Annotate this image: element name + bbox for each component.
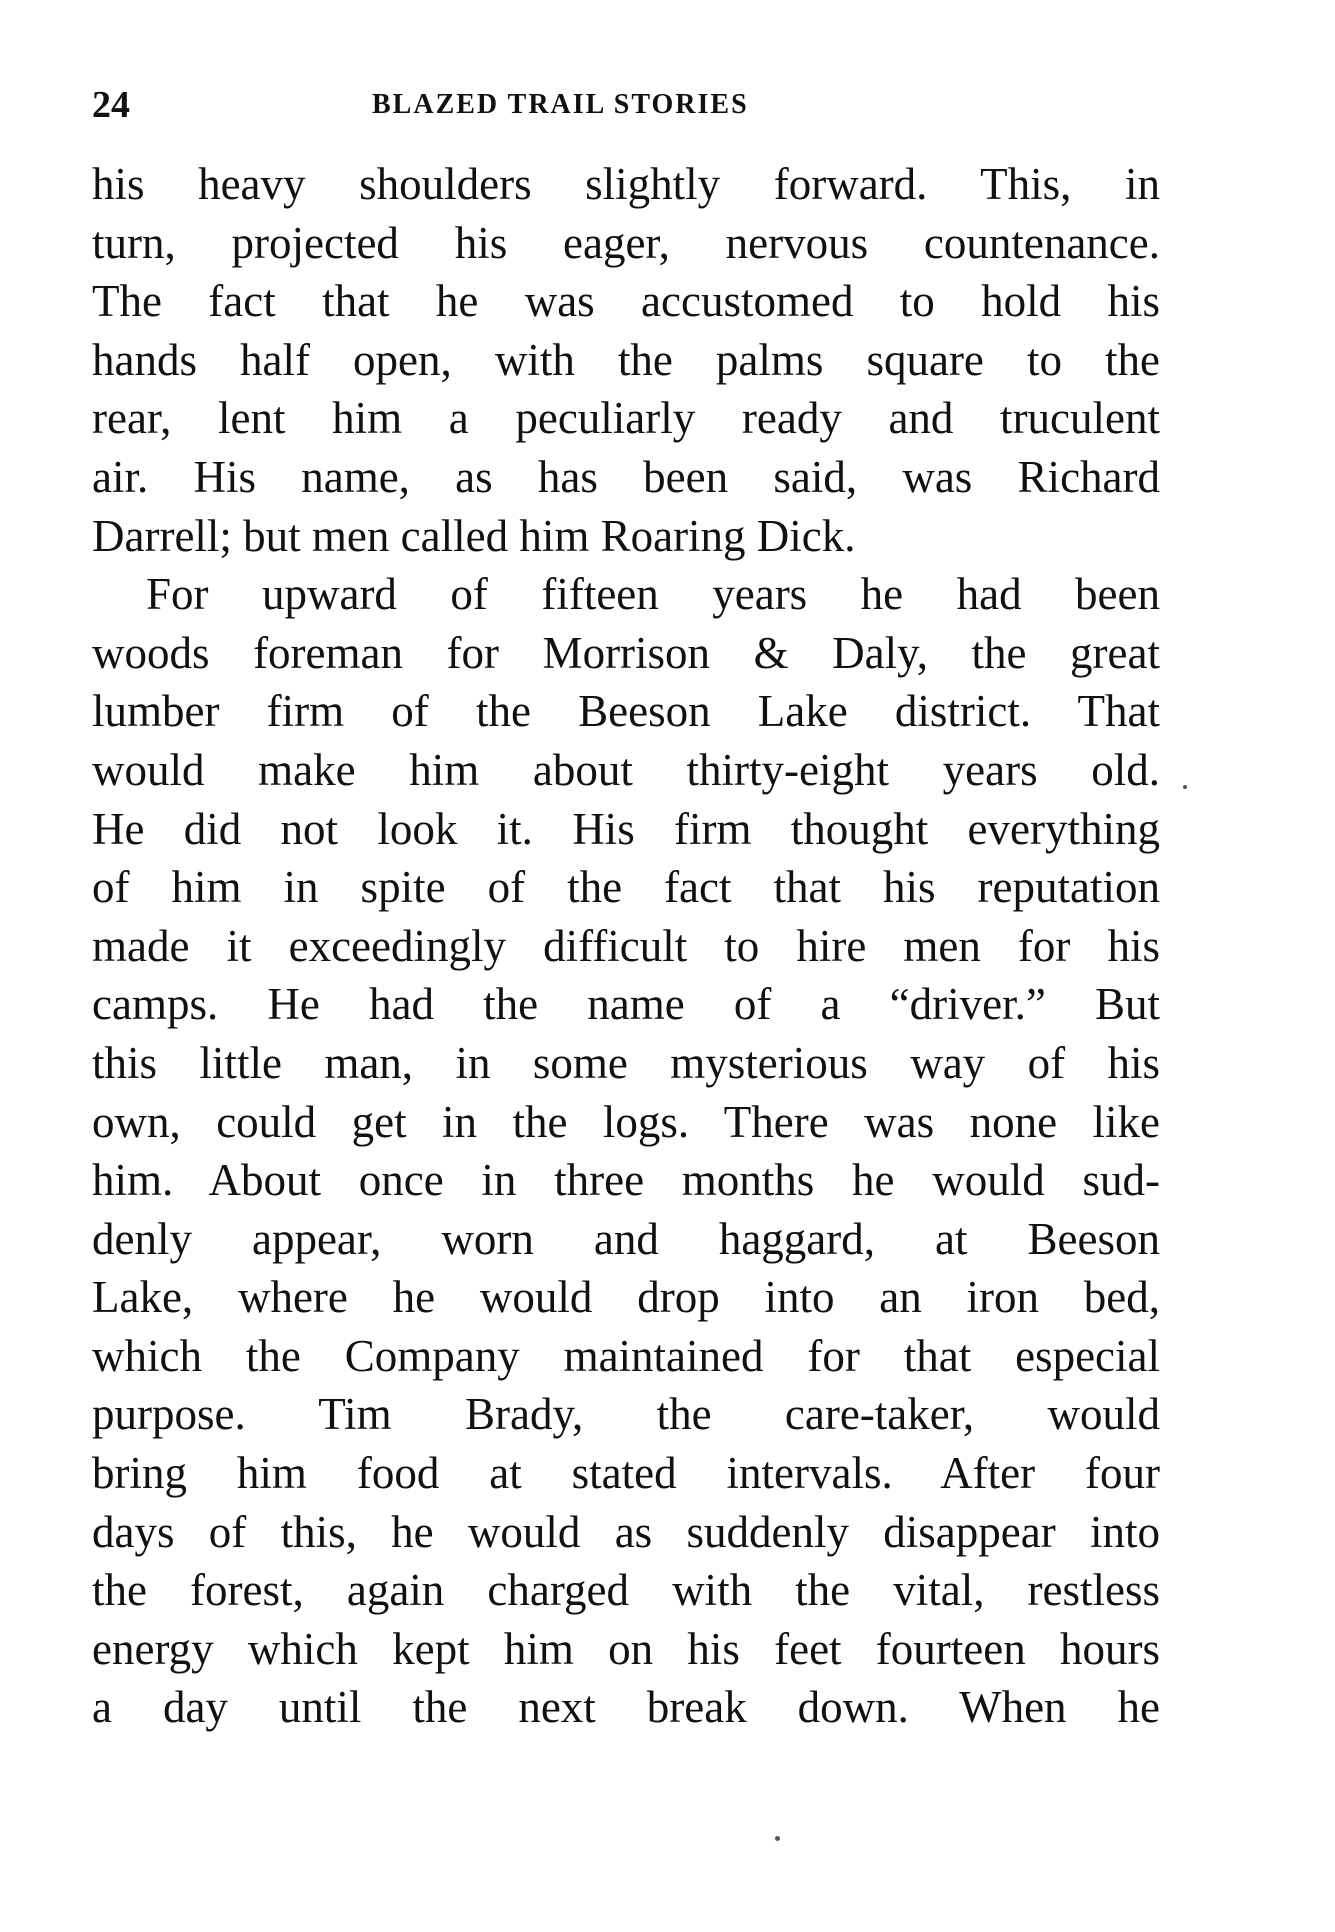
text-line: him. About once in three months he would sud-: [92, 1155, 1160, 1206]
text-line: turn, projected his eager, nervous countenance.: [92, 217, 1160, 268]
text-line: a day until the next break down. When he: [92, 1682, 1160, 1733]
text-line: made it exceedingly difficult to hire men for his: [92, 920, 1160, 971]
paper-speck: [775, 1836, 780, 1841]
running-title: BLAZED TRAIL STORIES: [372, 89, 749, 120]
page-header: [92, 80, 1160, 130]
text-line: energy which kept him on his feet fourteen hours: [92, 1623, 1160, 1674]
text-line: days of this, he would as suddenly disappear into: [92, 1506, 1160, 1557]
text-line: the forest, again charged with the vital, restless: [92, 1565, 1160, 1616]
text-line: hands half open, with the palms square to the: [92, 334, 1160, 385]
text-line: own, could get in the logs. There was none like: [92, 1096, 1160, 1147]
text-line: this little man, in some mysterious way of his: [92, 1037, 1160, 1088]
text-line: air. His name, as has been said, was Richard: [92, 451, 1160, 502]
text-line: would make him about thirty-eight years old.: [92, 744, 1160, 795]
text-line: camps. He had the name of a “driver.” But: [92, 979, 1160, 1030]
text-line: denly appear, worn and haggard, at Beeson: [92, 1213, 1160, 1264]
paper-speck: [1183, 785, 1187, 789]
paragraph-start-line: For upward of fifteen years he had been: [146, 569, 1160, 620]
text-line: The fact that he was accustomed to hold his: [92, 276, 1160, 327]
text-line: lumber firm of the Beeson Lake district. That: [92, 686, 1160, 737]
text-line: Lake, where he would drop into an iron bed,: [92, 1272, 1160, 1323]
text-line: Darrell; but men called him Roaring Dick.: [92, 510, 856, 561]
text-line: of him in spite of the fact that his reputation: [92, 862, 1160, 913]
text-line: woods foreman for Morrison & Daly, the great: [92, 627, 1160, 678]
text-line: which the Company maintained for that especial: [92, 1330, 1160, 1381]
text-line: purpose. Tim Brady, the care-taker, would: [92, 1389, 1160, 1440]
text-line: He did not look it. His firm thought everything: [92, 803, 1160, 854]
page-number: 24: [92, 84, 130, 126]
text-line: rear, lent him a peculiarly ready and truculent: [92, 393, 1160, 444]
text-line: bring him food at stated intervals. After four: [92, 1448, 1160, 1499]
text-line: his heavy shoulders slightly forward. This, in: [92, 159, 1160, 209]
body-text: [92, 155, 1160, 1737]
